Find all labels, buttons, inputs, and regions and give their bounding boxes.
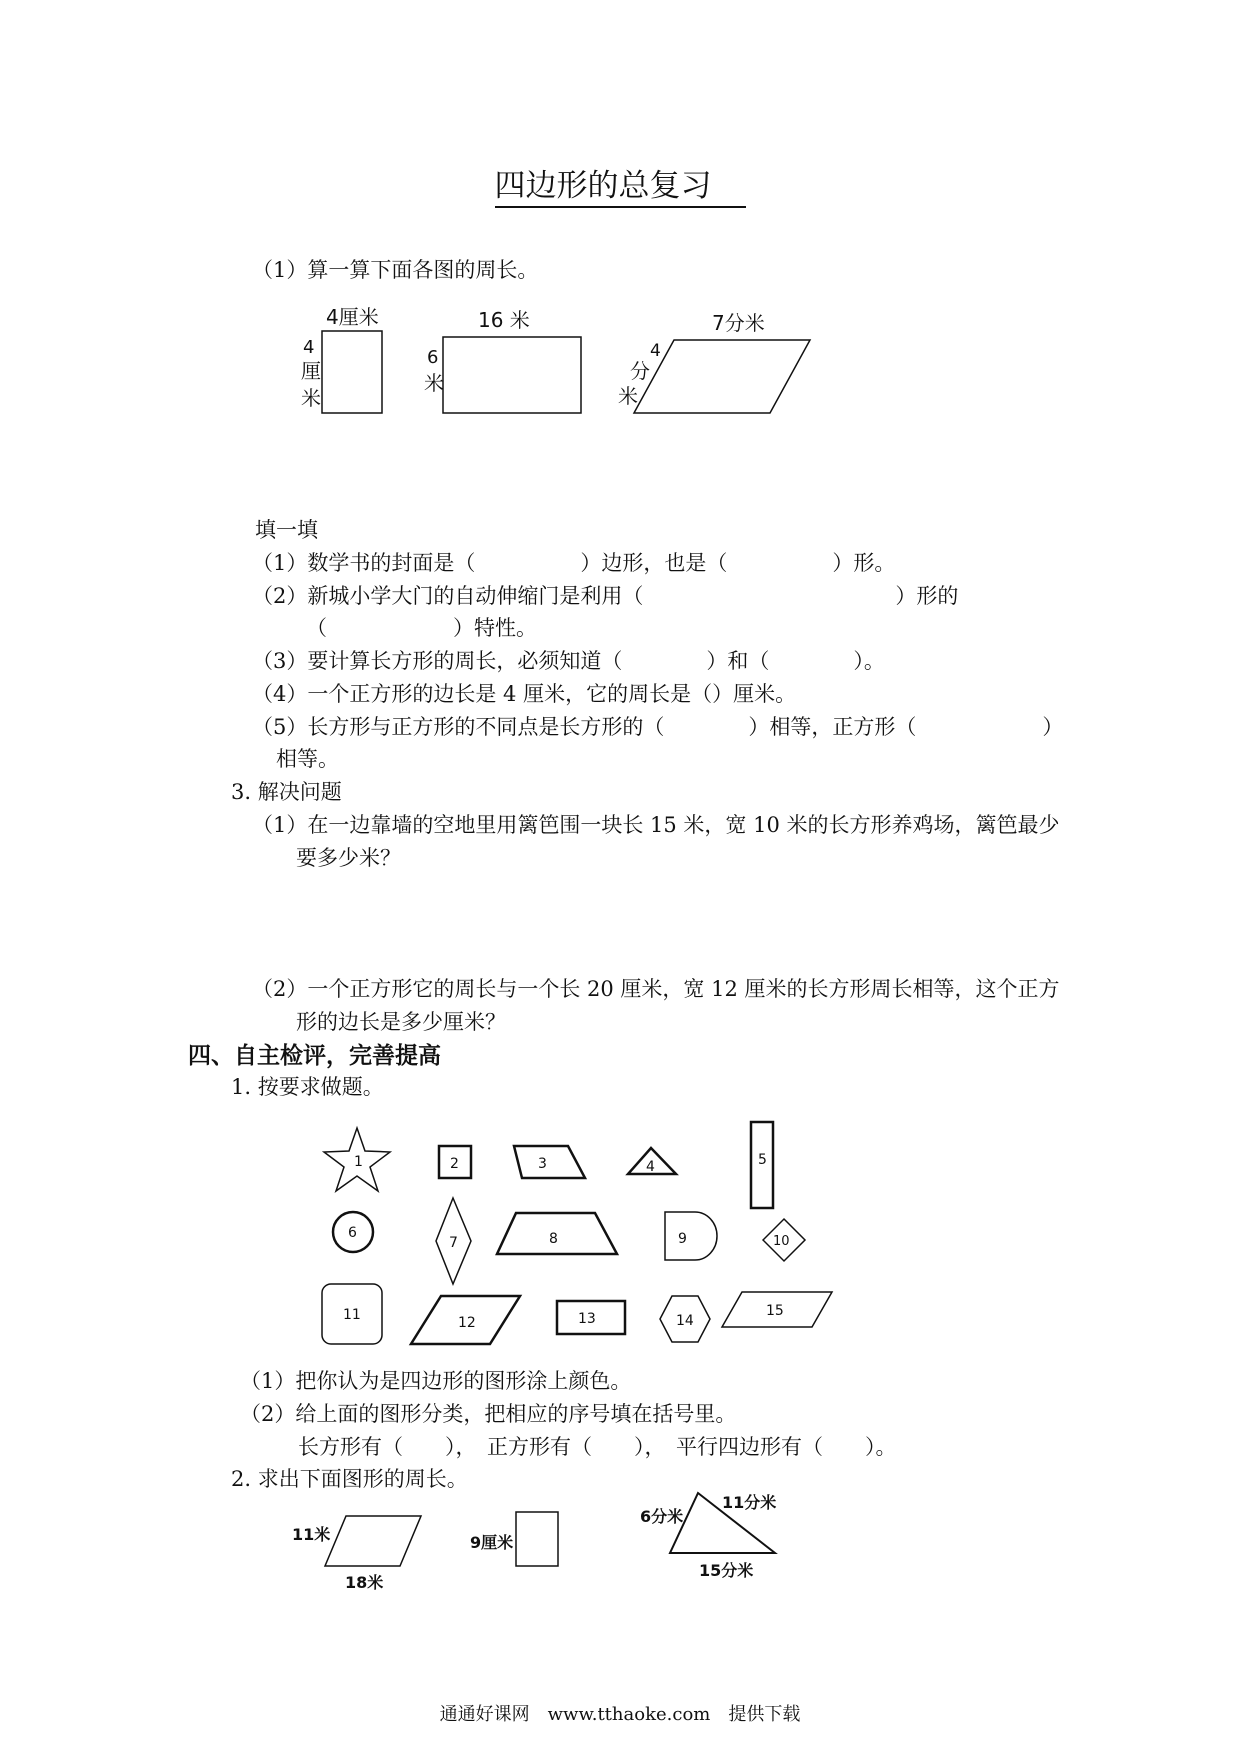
para2-bottom-label: 18米: [345, 1573, 384, 1592]
shape-label-10: 10: [773, 1234, 790, 1249]
part1-instruction: （1）算一算下面各图的周长。: [252, 258, 539, 282]
para-side-label-1: 4: [650, 341, 661, 361]
fill-q2a: （2）新城小学大门的自动伸缩门是利用（ ）形的: [252, 584, 959, 608]
rect1-side-label-3: 米: [301, 386, 321, 410]
shape-label-5: 5: [758, 1152, 767, 1168]
solve-q1a: （1）在一边靠墙的空地里用篱笆围一块长 15 米，宽 10 米的长方形养鸡场，篱笆最少: [252, 813, 1060, 837]
fill-q2b: （ ）特性。: [306, 616, 537, 640]
fill-heading: 填一填: [255, 518, 318, 542]
page-title: 四边形的总复习: [0, 160, 1240, 205]
fill-q4: （4）一个正方形的边长是 4 厘米，它的周长是（）厘米。: [252, 682, 797, 706]
section4-task1: 1. 按要求做题。: [231, 1075, 384, 1099]
section4-classify: 长方形有（ ）， 正方形有（ ）， 平行四边形有（ ）。: [298, 1435, 897, 1459]
footer: 通通好课网 www.tthaoke.com 提供下载: [439, 1704, 801, 1725]
rect2-top-label: 16 米: [478, 308, 530, 332]
shape-label-14: 14: [676, 1313, 694, 1329]
fill-q3: （3）要计算长方形的周长，必须知道（ ）和（ ）。: [252, 649, 885, 673]
figure-rectangle-3: [516, 1512, 558, 1566]
para2-side-label: 11米: [292, 1525, 331, 1544]
solve-q2b: 形的边长是多少厘米？: [296, 1010, 506, 1034]
section4-sub1: （1）把你认为是四边形的图形涂上颜色。: [240, 1369, 632, 1393]
rect1-side-label-1: 4: [303, 337, 315, 358]
rect1-side-label-2: 厘: [301, 359, 321, 383]
shape-label-2: 2: [450, 1156, 459, 1172]
figure-rectangle-2: [443, 337, 581, 413]
solve-q2a: （2）一个正方形它的周长与一个长 20 厘米，宽 12 厘米的长方形周长相等，这个正方: [252, 977, 1060, 1001]
shape-label-8: 8: [549, 1231, 558, 1247]
shape-d-shape-9: [665, 1212, 717, 1260]
shape-label-1: 1: [354, 1154, 363, 1170]
section4-task2: 2. 求出下面图形的周长。: [231, 1467, 468, 1491]
tri-bottom-label: 15分米: [699, 1561, 754, 1580]
shape-label-6: 6: [348, 1225, 357, 1241]
shape-trapezoid-3: [514, 1146, 585, 1178]
fill-q5a: （5）长方形与正方形的不同点是长方形的（ ）相等，正方形（ ）: [252, 715, 1064, 739]
para-side-label-2: 分: [630, 359, 650, 383]
rect2-side-label-2: 米: [424, 371, 444, 395]
section4-sub2: （2）给上面的图形分类，把相应的序号填在括号里。: [240, 1402, 737, 1426]
rect3-side-label: 9厘米: [470, 1533, 514, 1552]
shape-label-3: 3: [538, 1156, 547, 1172]
shape-label-4: 4: [646, 1159, 655, 1175]
rect2-side-label-1: 6: [427, 347, 439, 368]
figure-parallelogram-2: [325, 1516, 421, 1566]
shape-label-11: 11: [343, 1307, 361, 1323]
fill-q1: （1）数学书的封面是（ ）边形，也是（ ）形。: [252, 551, 896, 575]
section4-heading: 四、自主检评，完善提高: [188, 1043, 441, 1069]
solve-heading: 3. 解决问题: [231, 780, 342, 804]
figure-rectangle-1: [322, 331, 382, 413]
fill-q5b: 相等。: [276, 747, 339, 771]
shape-label-7: 7: [449, 1235, 458, 1251]
shape-label-15: 15: [766, 1303, 784, 1319]
para-top-label: 7分米: [712, 311, 765, 335]
para-side-label-3: 米: [618, 384, 638, 408]
shape-label-13: 13: [578, 1311, 596, 1327]
tri-right-label: 11分米: [722, 1493, 777, 1512]
rect1-top-label: 4厘米: [326, 305, 379, 329]
solve-q1b: 要多少米？: [296, 846, 401, 870]
shape-label-12: 12: [458, 1315, 476, 1331]
tri-left-label: 6分米: [640, 1507, 684, 1526]
shape-label-9: 9: [678, 1231, 687, 1247]
